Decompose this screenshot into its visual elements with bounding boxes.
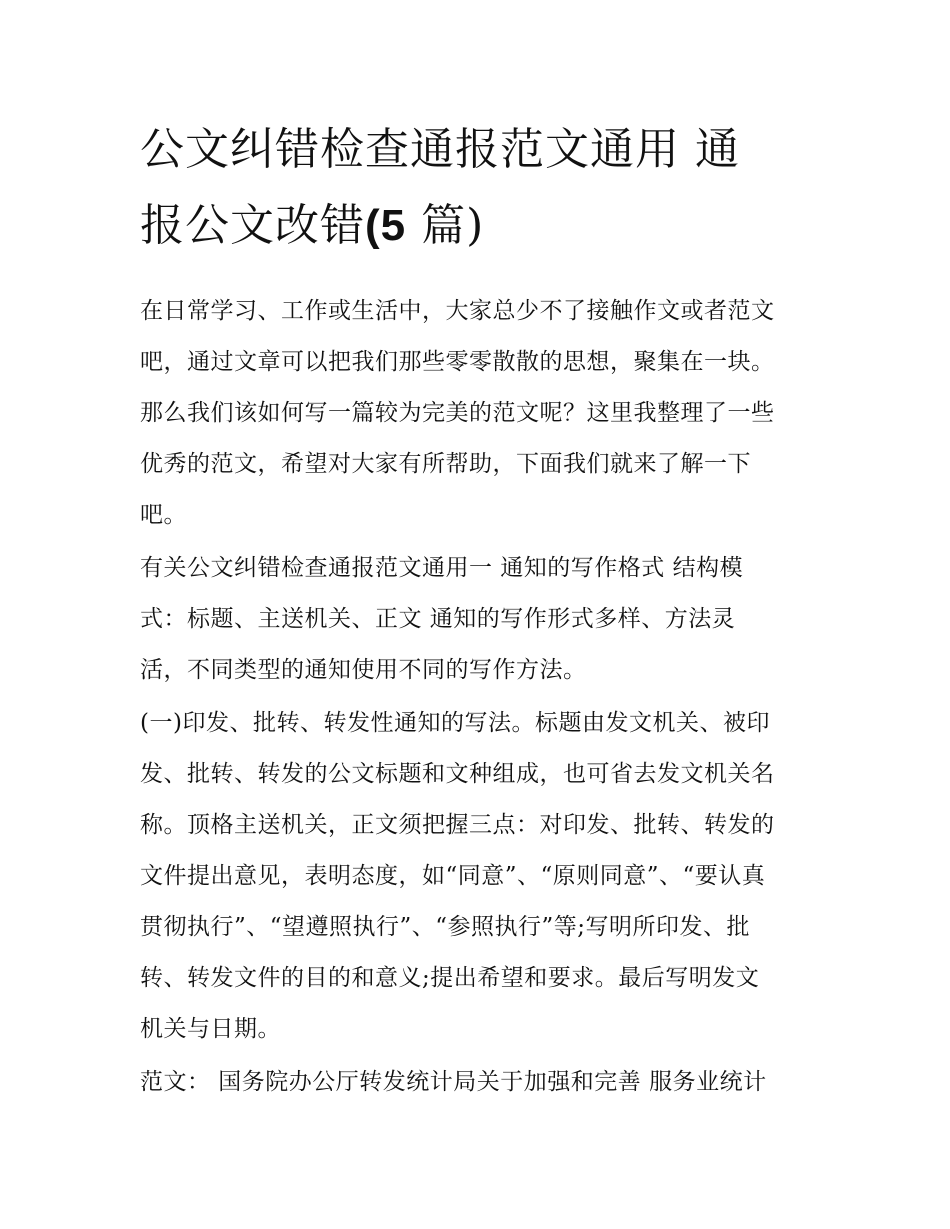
title-count: (5: [365, 201, 407, 250]
text-line: 活，不同类型的通知使用不同的写作方法。: [140, 657, 587, 683]
text-line: 吧。: [140, 502, 187, 528]
title-suffix: 篇): [406, 200, 485, 251]
paragraph-example: [140, 1057, 818, 1108]
text-line: 有关公文纠错检查通报范文通用一 通知的写作格式 结构模: [140, 555, 744, 581]
text-line: 范文： 国务院办公厅转发统计局关于加强和完善 服务业统计: [140, 1069, 767, 1095]
title-line-1: 公文纠错检查通报范文通用 通: [140, 124, 740, 175]
paragraph-intro: [140, 286, 818, 541]
text-line: 发、批转、转发的公文标题和文种组成，也可省去发文机关名: [140, 761, 775, 787]
paragraph-format: [140, 543, 818, 696]
text-line: 贯彻执行”、“望遵照执行”、“参照执行”等;写明所印发、批: [140, 914, 751, 940]
text-line: 称。顶格主送机关，正文须把握三点：对印发、批转、转发的: [140, 812, 775, 838]
text-line: 那么我们该如何写一篇较为完美的范文呢？这里我整理了一些: [140, 400, 775, 426]
text-line: (一)印发、批转、转发性通知的写法。标题由发文机关、被印: [140, 710, 770, 736]
text-line: 机关与日期。: [140, 1016, 281, 1042]
text-line: 优秀的范文，希望对大家有所帮助，下面我们就来了解一下: [140, 451, 751, 477]
text-line: 转、转发文件的目的和意义;提出希望和要求。最后写明发文: [140, 965, 760, 991]
title-line-2: [140, 188, 818, 264]
paragraph-method: [140, 698, 818, 1055]
text-line: 式：标题、主送机关、正文 通知的写作形式多样、方法灵: [140, 606, 736, 632]
text-line: 在日常学习、工作或生活中，大家总少不了接触作文或者范文: [140, 298, 775, 324]
text-line: 文件提出意见，表明态度，如“同意”、“原则同意”、“要认真: [140, 863, 766, 889]
text-line: 吧，通过文章可以把我们那些零零散散的思想，聚集在一块。: [140, 349, 775, 375]
title-text: 报公文改错: [140, 200, 365, 251]
document-body: [140, 112, 818, 1110]
document-title: [140, 112, 818, 264]
